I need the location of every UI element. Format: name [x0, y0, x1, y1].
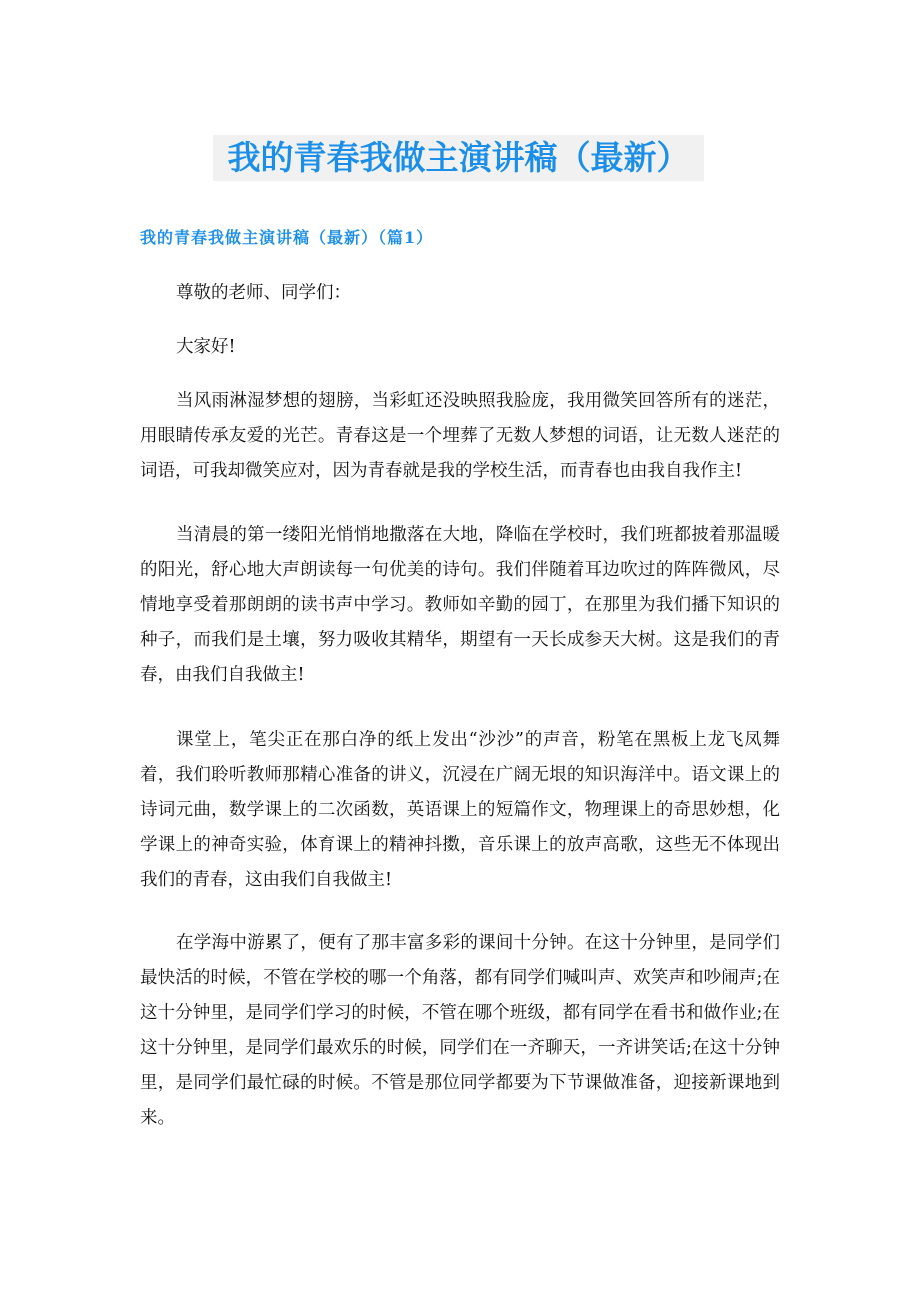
section-heading: 我的青春我做主演讲稿（最新）（篇1）: [140, 228, 434, 247]
hello-paragraph: 大家好!: [176, 337, 236, 357]
body-paragraph: 当清晨的第一缕阳光悄悄地撒落在大地，降临在学校时，我们班都披着那温暖的阳光，舒心地大声朗读每一句优美的诗句。我们伴随着耳边吹过的阵阵微风，尽情地享受着那朗朗的读书声中学习。教师如辛勤的园丁，在那里为我们播下知识的种子，而我们是土壤，努力吸收其精华，期望有一天长成参天大树。这是我们的青春，由我们自我做主!: [140, 525, 780, 685]
body-paragraph: 在学海中游累了，便有了那丰富多彩的课间十分钟。在这十分钟里，是同学们最快活的时候，不管在学校的哪一个角落，都有同学们喊叫声、欢笑声和吵闹声;在这十分钟里，是同学们学习的时候，不管在哪个班级，都有同学在看书和做作业;在这十分钟里，是同学们最欢乐的时候，同学们在一齐聊天，一齐讲笑话;在这十分钟里，是同学们最忙碌的时候。不管是那位同学都要为下节课做准备，迎接新课地到来。: [140, 933, 780, 1128]
body-paragraph: 当风雨淋湿梦想的翅膀，当彩虹还没映照我脸庞，我用微笑回答所有的迷茫，用眼睛传承友爱的光芒。青春这是一个埋葬了无数人梦想的词语，让无数人迷茫的词语，可我却微笑应对，因为青春就是我的学校生活，而青春也由我自我作主!: [140, 391, 780, 481]
greeting-paragraph: 尊敬的老师、同学们：: [176, 283, 351, 303]
page-title: 我的青春我做主演讲稿（最新）: [227, 138, 690, 177]
title-highlight: [213, 135, 704, 181]
body-paragraph: 课堂上，笔尖正在那白净的纸上发出“沙沙”的声音，粉笔在黑板上龙飞凤舞着，我们聆听教师那精心准备的讲义，沉浸在广阔无垠的知识海洋中。语文课上的诗词元曲，数学课上的二次函数，英语课上的短篇作文，物理课上的奇思妙想，化学课上的神奇实验，体育课上的精神抖擞，音乐课上的放声高歌，这些无不体现出我们的青春，这由我们自我做主!: [140, 730, 780, 890]
